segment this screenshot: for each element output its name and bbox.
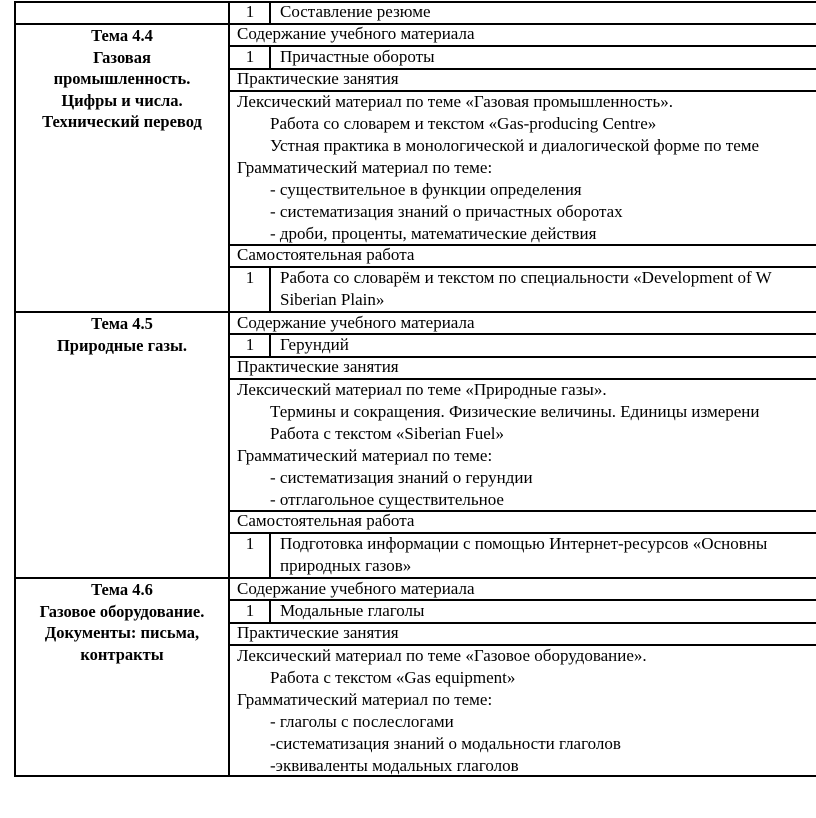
practice-line: Грамматический материал по теме:	[237, 158, 493, 177]
topic-line: Газовое оборудование.	[39, 601, 205, 621]
self-work-item: природных газов»	[280, 556, 412, 575]
practice-line: - дроби, проценты, математические действия	[270, 224, 597, 243]
num-col-line	[269, 599, 271, 624]
practice-line: Работа со словарем и текстом «Gas-producing Centre»	[270, 114, 657, 133]
topic-line: Тема 4.6	[91, 580, 153, 599]
practice-line: - существительное в функции определения	[270, 180, 582, 199]
topic-line: Тема 4.5	[91, 314, 153, 333]
topic-title	[16, 313, 228, 356]
practice-line: Грамматический материал по теме:	[237, 446, 493, 465]
practice-line: Работа с текстом «Gas equipment»	[270, 668, 516, 687]
content-header: Содержание учебного материала	[237, 579, 475, 598]
topic-line: Технический перевод	[42, 112, 202, 131]
row-number: 1	[245, 2, 255, 21]
practice-header: Практические занятия	[237, 623, 399, 642]
row-number: 1	[245, 534, 255, 553]
content-header: Содержание учебного материала	[237, 24, 475, 43]
practice-line: -эквиваленты модальных глаголов	[270, 756, 519, 775]
num-col-line	[269, 45, 271, 70]
practice-line: - отглагольное существительное	[270, 490, 504, 509]
content-header: Содержание учебного материала	[237, 313, 475, 332]
practice-line: Лексический материал по теме «Природные газы».	[237, 380, 607, 399]
row-number: 1	[245, 47, 255, 66]
topic-line: Цифры и числа.	[61, 90, 183, 110]
topic-line: Документы: письма,	[44, 623, 200, 642]
practice-header: Практические занятия	[237, 357, 399, 376]
row-number: 1	[245, 335, 255, 354]
topic-line: Природные газы.	[56, 335, 188, 355]
row-number: 1	[245, 268, 255, 287]
practice-line: -систематизация знаний о модальности глаголов	[270, 734, 621, 753]
practice-header: Практические занятия	[237, 69, 399, 88]
self-work-header: Самостоятельная работа	[237, 245, 415, 264]
num-col-line	[269, 1, 271, 25]
topic-line: Тема 4.4	[91, 26, 153, 45]
self-work-header: Самостоятельная работа	[237, 511, 415, 530]
self-work-item: Siberian Plain»	[280, 290, 385, 309]
num-col-line	[269, 333, 271, 358]
practice-line: - систематизация знаний о герундии	[270, 468, 533, 487]
practice-line: - глаголы с послеслогами	[270, 712, 454, 731]
practice-line: - систематизация знаний о причастных оборотах	[270, 202, 623, 221]
topic-line: Газовая	[93, 47, 151, 67]
num-col-line	[269, 532, 271, 579]
row-number: 1	[245, 601, 255, 620]
self-work-item: Подготовка информации с помощью Интернет-ресурсов «Основны	[280, 534, 768, 553]
num-col-line	[269, 266, 271, 313]
practice-line: Термины и сокращения. Физические величины. Единицы измерени	[270, 402, 760, 421]
practice-line: Лексический материал по теме «Газовое оборудование».	[237, 646, 647, 665]
topic-title	[16, 25, 228, 133]
row-text: Составление резюме	[280, 2, 431, 21]
topic-line: контракты	[80, 644, 164, 664]
practice-line: Грамматический материал по теме:	[237, 690, 493, 709]
practice-line: Устная практика в монологической и диалогической форме по теме	[270, 136, 760, 155]
col-line	[228, 1, 230, 777]
practice-line: Лексический материал по теме «Газовая промышленность».	[237, 92, 673, 111]
topic-line: промышленность.	[53, 69, 191, 88]
practice-line: Работа с текстом «Siberian Fuel»	[270, 424, 505, 443]
content-item: Модальные глаголы	[280, 601, 425, 620]
self-work-item: Работа со словарём и текстом по специальности «Development of W	[280, 268, 772, 287]
topic-title	[16, 579, 228, 665]
content-item: Герундий	[280, 335, 349, 354]
content-item: Причастные обороты	[280, 47, 435, 66]
